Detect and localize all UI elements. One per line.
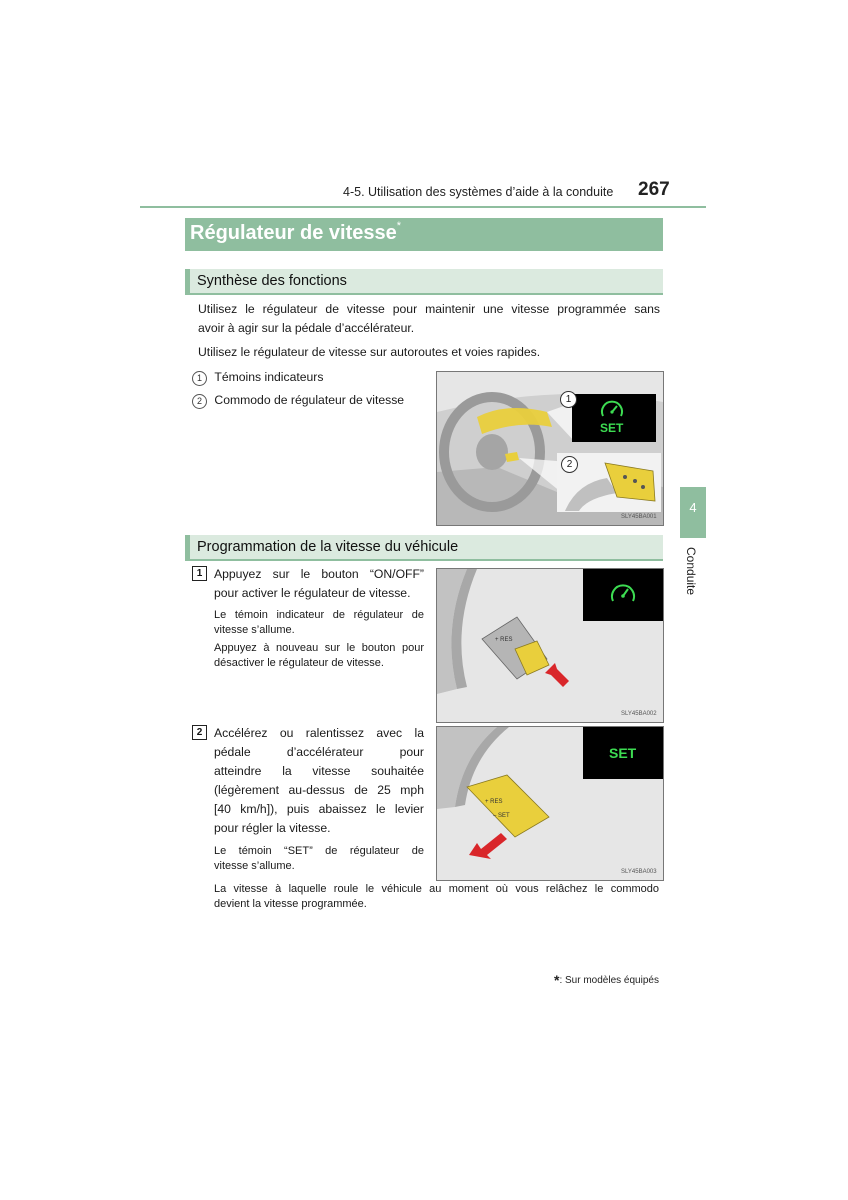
dashboard-figure	[436, 371, 664, 526]
callout-number: 1	[192, 371, 207, 386]
footnote-text: : Sur modèles équipés	[559, 975, 659, 986]
list-item	[192, 368, 323, 387]
chapter-tab-number: 4	[689, 500, 697, 515]
list-item	[192, 391, 404, 410]
set-indicator-text: SET	[600, 421, 624, 435]
step1-note2-line2: désactiver le régulateur de vitesse.	[214, 657, 384, 669]
page-title	[190, 222, 401, 245]
cruise-control-icon	[599, 400, 625, 420]
section1-para1-line1: Utilisez le régulateur de vitesse pour maintenir une vitesse programmée sans	[198, 302, 660, 316]
indicator-panel	[583, 727, 663, 779]
final-note-line2: devient la vitesse programmée.	[214, 898, 367, 910]
svg-text:+ RES: + RES	[495, 637, 513, 643]
step2-line: pédale d’accélérateur pour	[214, 745, 424, 759]
section1-para2: Utilisez le régulateur de vitesse sur autoroutes et voies rapides.	[198, 345, 541, 359]
indicator-panel	[572, 394, 656, 442]
figure-code: SLY45BA003	[621, 869, 657, 875]
set-indicator-text: SET	[609, 745, 637, 761]
final-note-line1: La vitesse à laquelle roule le véhicule au moment où vous relâchez le commodo	[214, 883, 659, 895]
svg-text:– SET: – SET	[493, 813, 510, 819]
step1-note1-line2: vitesse s’allume.	[214, 624, 295, 636]
page-number: 267	[638, 179, 670, 200]
section1-para1-line2: avoir à agir sur la pédale d’accélérateur.	[198, 321, 415, 335]
header-rule	[140, 206, 706, 208]
section1-heading: Synthèse des fonctions	[197, 273, 347, 289]
step2-line: [40 km/h]), puis abaissez le levier	[214, 802, 424, 816]
page-title-text: Régulateur de vitesse	[190, 222, 397, 244]
set-figure	[436, 726, 664, 881]
callout-number: 2	[192, 394, 207, 409]
page-title-marker: *	[396, 220, 402, 232]
figure-code: SLY45BA001	[621, 514, 657, 520]
chapter-tab-label: Conduite	[684, 547, 698, 596]
running-header-title: 4-5. Utilisation des systèmes d’aide à la conduite	[343, 185, 614, 199]
step2-line: atteindre la vitesse souhaitée	[214, 764, 424, 778]
callout-2-badge: 2	[561, 456, 578, 473]
footnote-marker: *	[554, 972, 560, 988]
svg-text:+ RES: + RES	[485, 799, 503, 805]
step1-line2: pour activer le régulateur de vitesse.	[214, 586, 411, 600]
step1-line1: Appuyez sur le bouton “ON/OFF”	[214, 567, 424, 581]
list-item-label: Commodo de régulateur de vitesse	[214, 393, 405, 407]
step2-line: pour régler la vitesse.	[214, 821, 331, 835]
callout-1-badge: 1	[560, 391, 577, 408]
step2-note-line2: vitesse s’allume.	[214, 860, 295, 872]
cruise-control-icon	[609, 583, 637, 605]
step2-line: Accélérez ou ralentissez avec la	[214, 726, 424, 740]
indicator-panel	[583, 569, 663, 621]
step2-line: (légèrement au-dessus de 25 mph	[214, 783, 424, 797]
step1-note2-line1: Appuyez à nouveau sur le bouton pour	[214, 642, 424, 654]
onoff-figure	[436, 568, 664, 723]
footnote	[554, 970, 659, 986]
step1-note1-line1: Le témoin indicateur de régulateur de	[214, 609, 424, 621]
step-number: 1	[192, 566, 207, 581]
figure-code: SLY45BA002	[621, 711, 657, 717]
step-number: 2	[192, 725, 207, 740]
list-item-label: Témoins indicateurs	[214, 370, 324, 384]
step2-note-line1: Le témoin “SET” de régulateur de	[214, 845, 424, 857]
section2-heading: Programmation de la vitesse du véhicule	[197, 539, 459, 555]
